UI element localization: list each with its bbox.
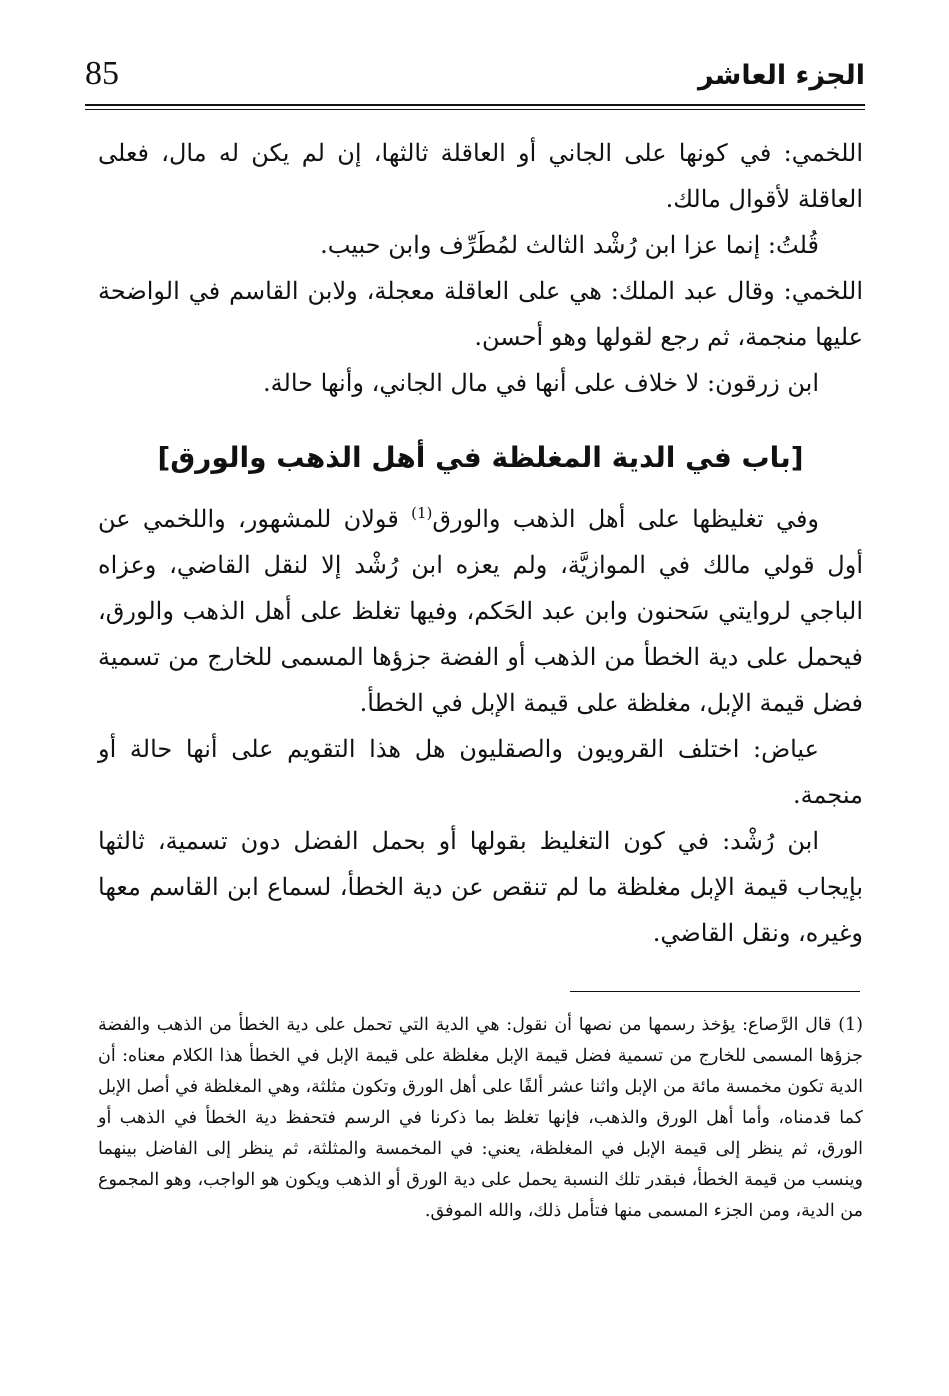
paragraph: قُلتُ: إنما عزا ابن رُشْد الثالث لمُطَرِّف وابن حبيب. xyxy=(320,231,819,259)
paragraph: اللخمي: في كونها على الجاني أو العاقلة ثالثها، إن لم يكن له مال، فعلى العاقلة لأقوال مالك. xyxy=(98,139,863,213)
paragraph: ابن رُشْد: في كون التغليظ بقولها أو بحمل الفضل دون تسمية، ثالثها بإيجاب قيمة الإبل مغلظة ما لم تنقص عن دية الخطأ، لسماع ابن القاسم معها وغيره، ونقل القاضي. xyxy=(98,827,863,947)
footnote xyxy=(98,1010,863,1227)
paragraph-text: قولان للمشهور، واللخمي عن أول قولي مالك في الموازيَّة، ولم يعزه ابن رُشْد إلا لنقل القاضي، وعزاه الباجي لروايتي سَحنون وابن عبد الحَكم، وفيها تغلظ على أهل الذهب والورق، فيحمل على دية الخطأ من الذهب أو الفضة جزؤها المسمى للخارج من تسمية فضل قيمة الإبل، مغلظة على قيمة الإبل في الخطأ. xyxy=(98,505,863,717)
main-text xyxy=(98,130,863,956)
running-title: الجزء العاشر xyxy=(698,60,865,91)
footnote-rule xyxy=(570,991,860,992)
paragraph xyxy=(98,496,863,726)
paragraph: ابن زرقون: لا خلاف على أنها في مال الجاني، وأنها حالة. xyxy=(263,369,819,397)
footnote-text: قال الرَّصاع: يؤخذ رسمها من نصها أن نقول: هي الدية التي تحمل على دية الخطأ من الذهب والفضة جزؤها المسمى للخارج من تسمية فضل قيمة الإبل مغلظة على قيمة الإبل في الخطأ هذا الكلام معناه: أن الدية تكون مخمسة مائة من الإبل واثنا عشر ألفًا على أهل الورق وتكون مثلثة، وهي المغلظة في أصل الإبل كما قدمناه، وأما أهل الورق والذهب، فإنها تغلظ بما ذكرنا في الرسم فتحفظ دية الخطأ في الذهب أو الورق، ثم ينظر إلى قيمة الإبل في المغلظة، يعني: في المخمسة والمثلثة، ثم ينظر إلى الفاضل بينهما وينسب من قيمة الخطأ، فبقدر تلك النسبة يحمل على دية الورق أو الذهب ويكون هو الواجب، وهو المجموع من الدية، ومن الجزء المسمى منها فتأمل ذلك، والله الموفق. xyxy=(98,1015,863,1221)
footnote-reference[interactable]: (1) xyxy=(411,504,433,522)
section-heading: [باب في الدية المغلظة في أهل الذهب والورق] xyxy=(157,441,804,474)
paragraph: عياض: اختلف القرويون والصقليون هل هذا التقويم على أنها حالة أو منجمة. xyxy=(98,735,863,809)
footnote-marker: (1) xyxy=(838,1015,863,1035)
paragraph: اللخمي: وقال عبد الملك: هي على العاقلة معجلة، ولابن القاسم في الواضحة عليها منجمة، ثم رجع لقولها وهو أحسن. xyxy=(98,277,863,351)
paragraph-text: وفي تغليظها على أهل الذهب والورق xyxy=(432,505,820,533)
page-header xyxy=(85,52,865,106)
page-number: 85 xyxy=(85,55,119,92)
header-rule-thin xyxy=(85,109,865,110)
header-rule xyxy=(85,104,865,106)
